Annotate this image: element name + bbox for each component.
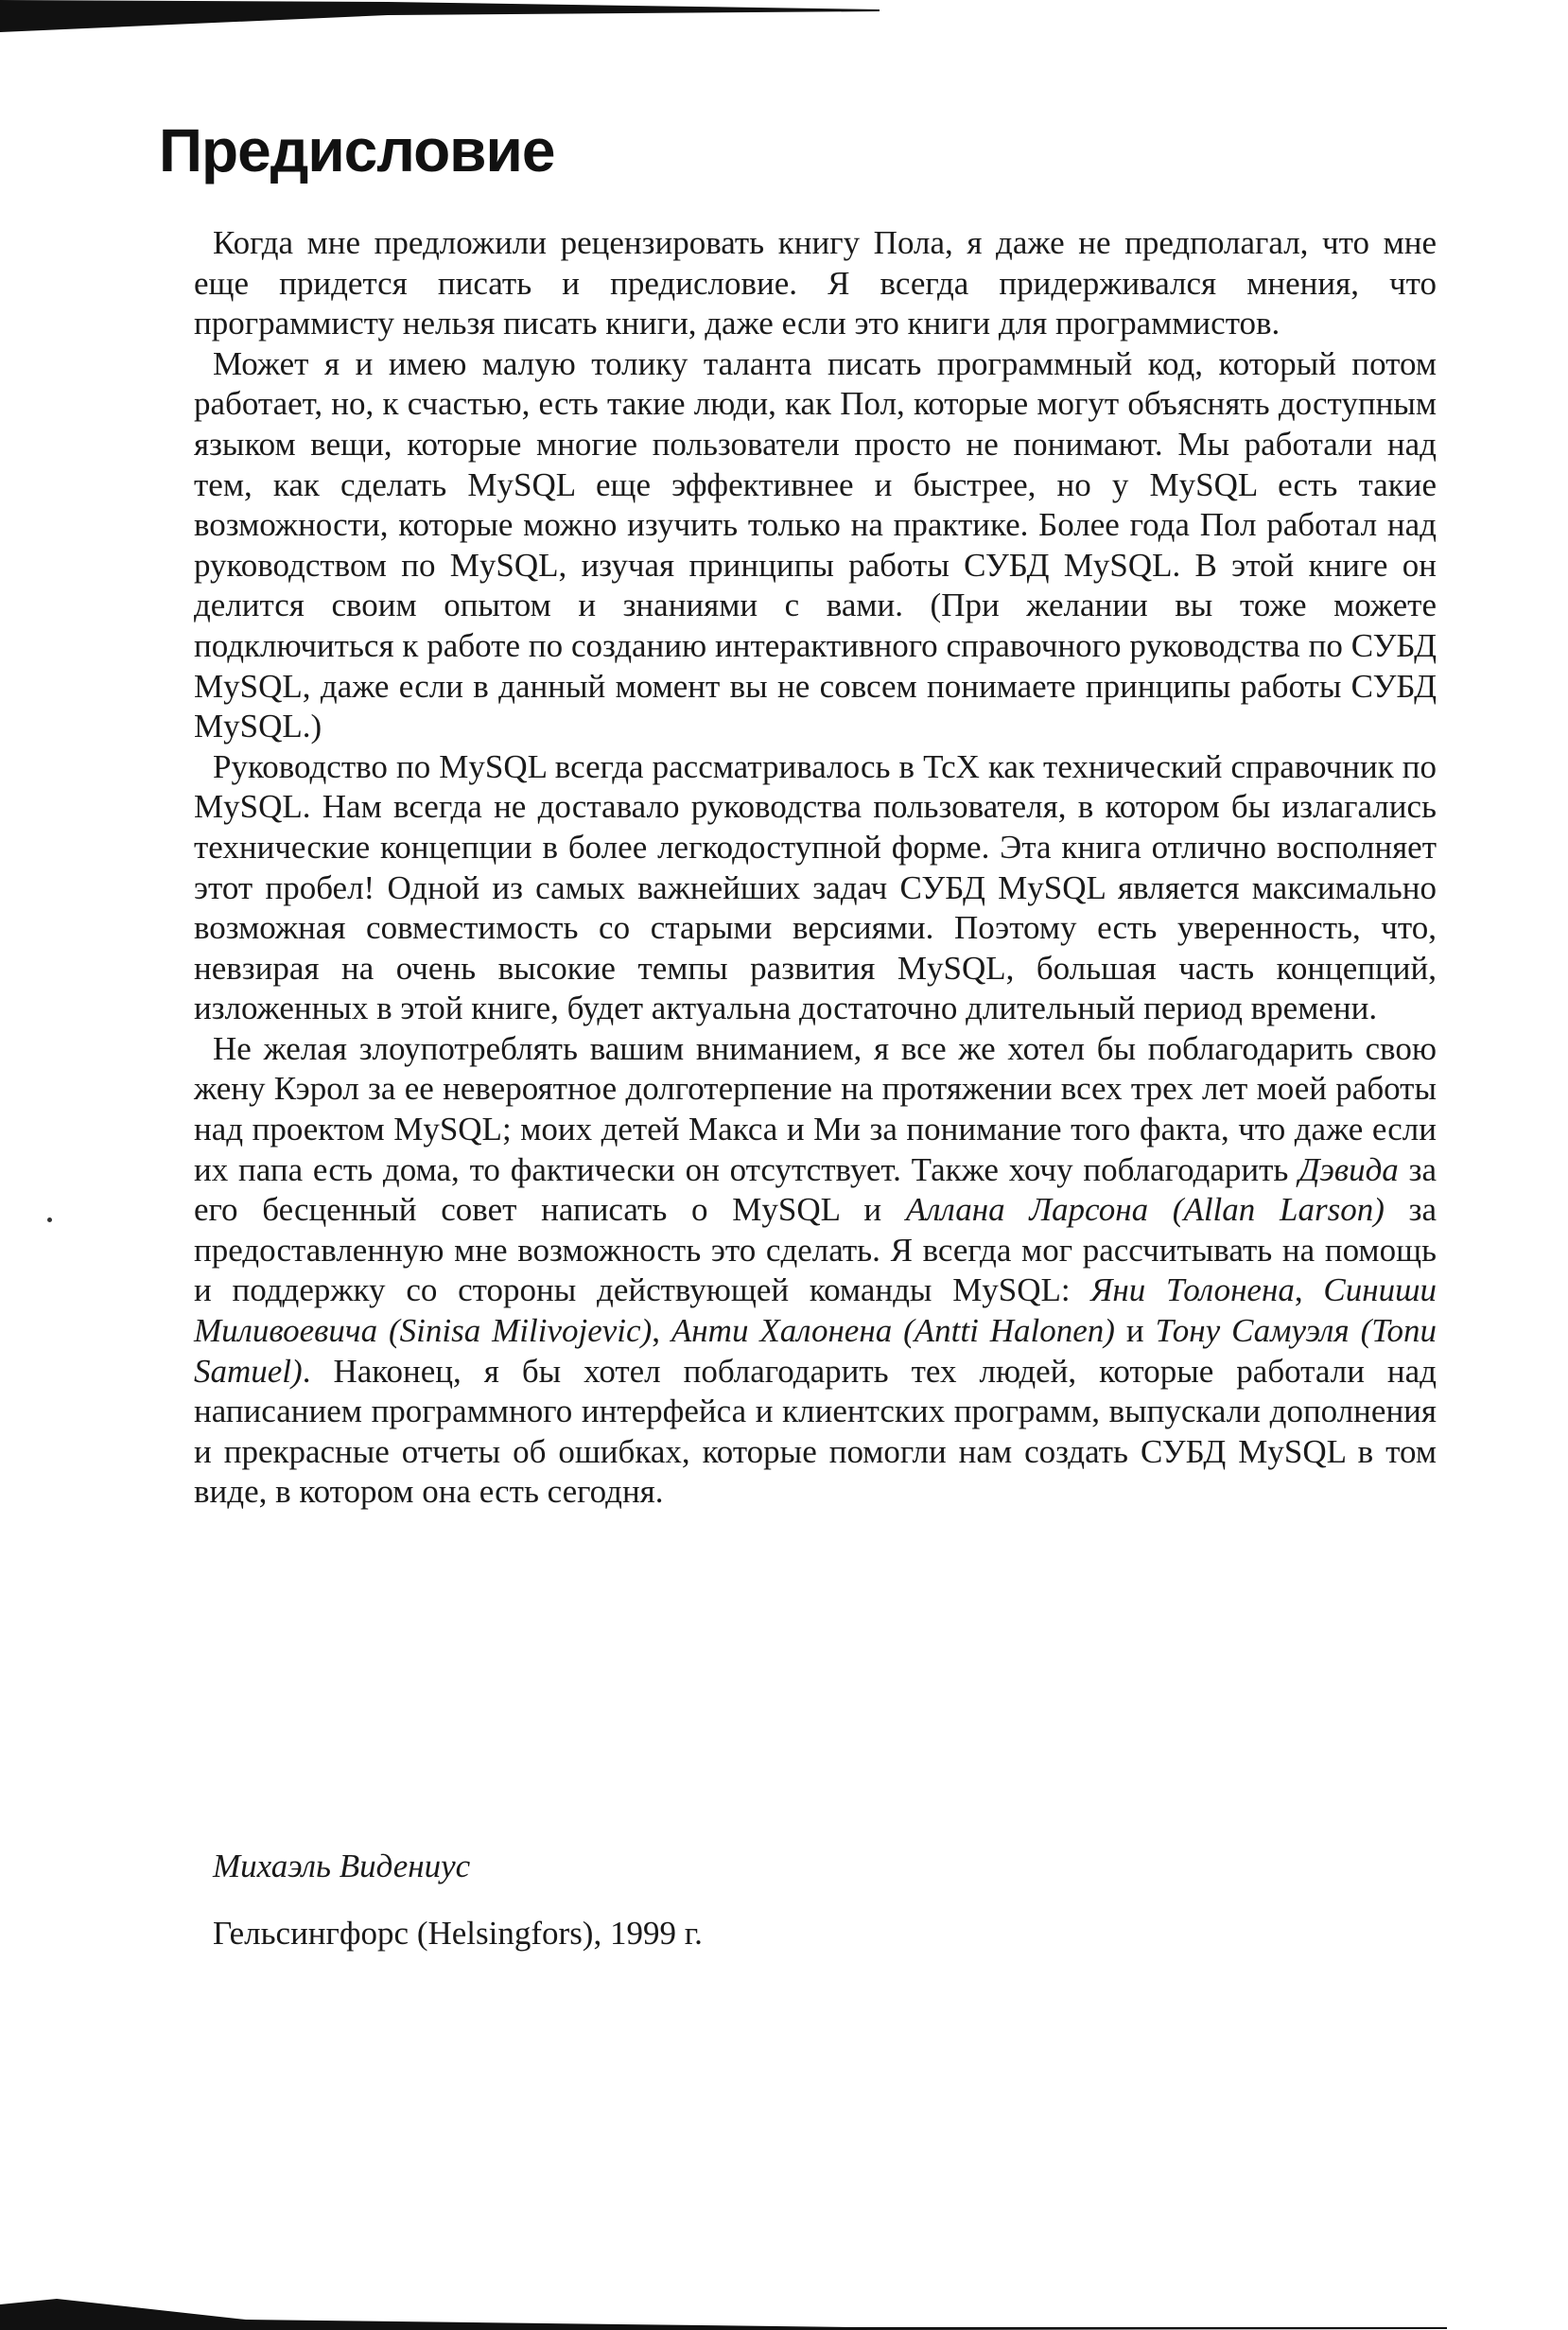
page-title: Предисловие xyxy=(159,116,555,184)
text-segment: Не желая злоупотреблять вашим вниманием, я все же хотел бы поблагодарить свою жену Кэрол за ее невероятное долготерпение на протяжении всех трех лет моей работы над проектом MySQL; моих детей Макса и Ми за понимание того факта, что даже если их папа есть дома, то фактически он отсутствует. Также хочу поблагодарить xyxy=(194,1029,1437,1188)
text-segment: , xyxy=(652,1312,671,1350)
italic-text-segment: Яни Толонена xyxy=(1090,1271,1295,1309)
text-segment: и xyxy=(1114,1312,1156,1350)
italic-text-segment: Синиши Миливоевича (Sinisa Milivojevic) xyxy=(194,1271,1437,1350)
print-speck xyxy=(47,1218,52,1222)
text-segment: Может я и имею малую толику таланта писать программный код, который потом работает, но, к счастью, есть такие люди, как Пол, которые могут объяснять доступным языком вещи, которые многие пользователи просто не понимают. Мы работали над тем, как сделать MySQL еще эффективнее и быстрее, но у MySQL есть такие возможности, которые можно изучить только на практике. Более года Пол работал над руководством по MySQL, изучая принципы работы СУБД MySQL. В этой книге он делится своим опытом и знаниями с вами. (При желании вы тоже можете подключиться к работе по созданию интерактивного справочного руководства по СУБД MySQL, даже если в данный момент вы не совсем понимаете принципы работы СУБД MySQL.) xyxy=(194,344,1437,745)
body-paragraph xyxy=(194,1029,1437,1513)
body-text xyxy=(194,223,1437,1513)
body-paragraph xyxy=(194,344,1437,747)
italic-text-segment: Анти Халонена (Antti Halonen) xyxy=(671,1312,1115,1350)
signature: Михаэль Видениус xyxy=(213,1848,471,1884)
text-segment: за его бесценный совет написать о MySQL и xyxy=(194,1150,1437,1229)
italic-text-segment: Тону Самуэля (Tonu Samuel) xyxy=(194,1312,1437,1390)
text-segment: . Наконец, я бы хотел поблагодарить тех людей, которые работали над написанием программного интерфейса и клиентских программ, выпускали дополнения и прекрасные отчеты об ошибках, которые помогли нам создать СУБД MySQL в том виде, в котором она есть сегодня. xyxy=(194,1352,1437,1511)
text-segment: за предоставленную мне возможность это сделать. Я всегда мог рассчитывать на помощь и поддержку со стороны действующей команды MySQL: xyxy=(194,1191,1437,1309)
text-segment: Руководство по MySQL всегда рассматривалось в TcX как технический справочник по MySQL. Нам всегда не доставало руководства пользователя, в котором бы излагались технические концепции в более легкодоступной форме. Эта книга отлично восполняет этот пробел! Одной из самых важнейших задач СУБД MySQL является максимально возможная совместимость со старыми версиями. Поэтому есть уверенность, что, невзирая на очень высокие темпы развития MySQL, большая часть концепций, изложенных в этой книге, будет актуальна достаточно длительный период времени. xyxy=(194,747,1437,1027)
italic-text-segment: Дэвида xyxy=(1298,1150,1399,1188)
bottom-decorative-rule xyxy=(0,2287,1447,2330)
top-decorative-rule xyxy=(0,0,880,32)
text-segment: Когда мне предложили рецензировать книгу Пола, я даже не предполагал, что мне еще придется писать и предисловие. Я всегда придерживался мнения, что программисту нельзя писать книги, даже если это книги для программистов. xyxy=(194,224,1437,342)
body-paragraph xyxy=(194,223,1437,344)
text-segment: , xyxy=(1294,1271,1324,1309)
body-paragraph xyxy=(194,747,1437,1029)
place-date: Гельсингфорс (Helsingfors), 1999 г. xyxy=(213,1915,703,1952)
italic-text-segment: Аллана Ларсона (Allan Larson) xyxy=(905,1191,1385,1229)
